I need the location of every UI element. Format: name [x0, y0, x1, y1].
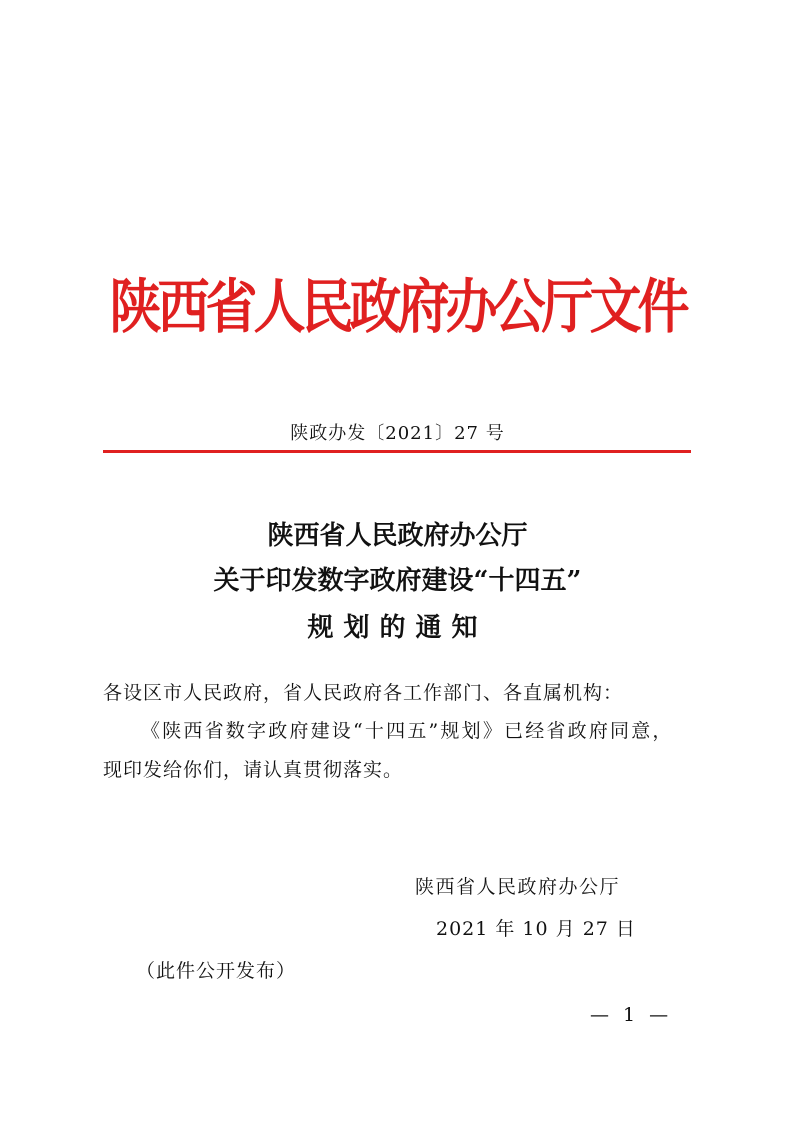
signature-date: 2021 年 10 月 27 日 — [436, 918, 636, 940]
signer-name: 陕西省人民政府办公厅 — [415, 876, 621, 898]
document-title-line-3: 规划的通知 — [307, 613, 488, 643]
page-number: — 1 — — [590, 1004, 673, 1026]
issuer-masthead: 陕西省人民政府办公厅文件 — [109, 273, 686, 342]
release-note: （此件公开发布） — [136, 960, 297, 982]
body-paragraph-line-1: 《陕西省数字政府建设“十四五”规划》已经省政府同意， — [141, 720, 674, 742]
document-title-line-1: 陕西省人民政府办公厅 — [267, 521, 528, 551]
document-number: 陕政办发〔2021〕27 号 — [290, 423, 505, 444]
salutation: 各设区市人民政府，省人民政府各工作部门、各直属机构： — [103, 682, 624, 704]
red-divider-line — [103, 450, 691, 453]
body-paragraph-line-2: 现印发给你们，请认真贯彻落实。 — [103, 759, 404, 781]
document-title-line-2: 关于印发数字政府建设“十四五” — [213, 566, 582, 596]
